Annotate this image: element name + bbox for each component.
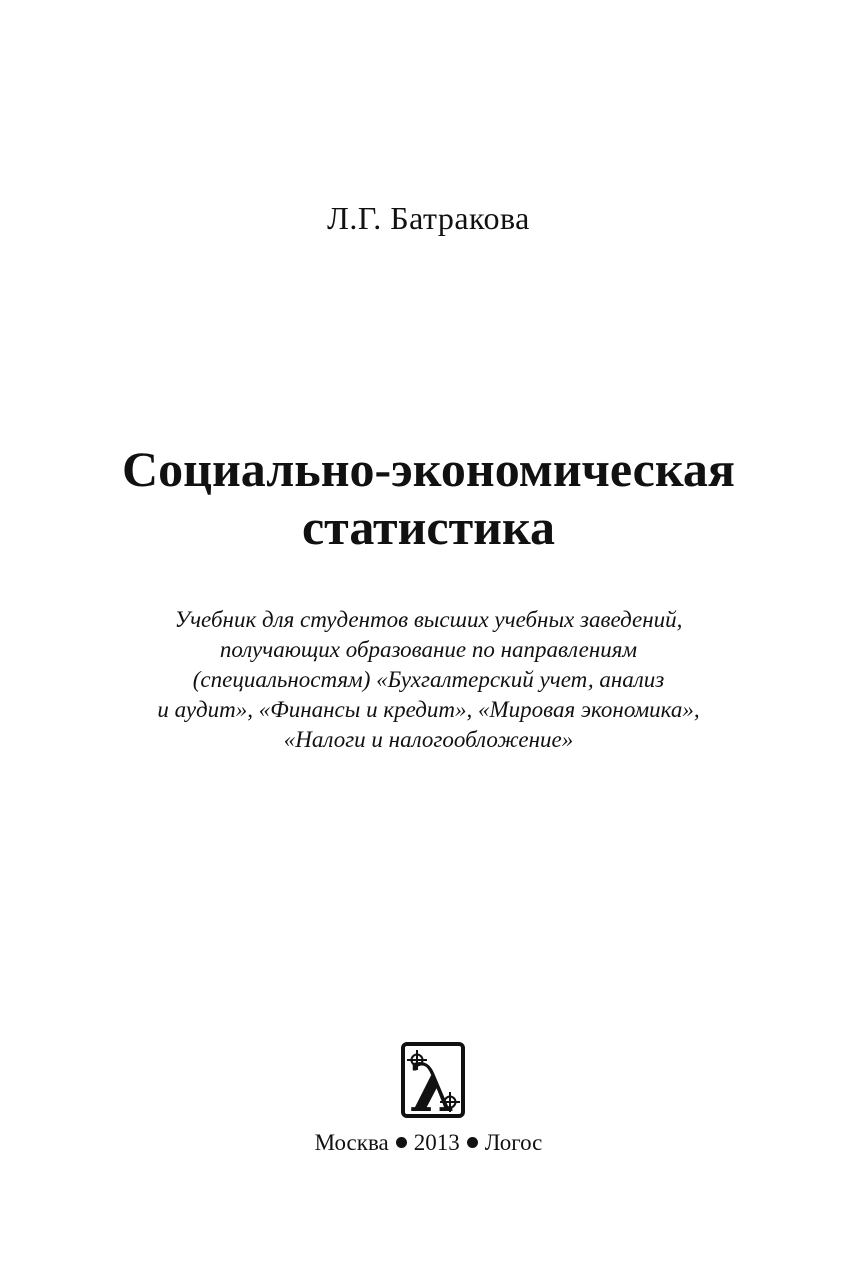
book-title-line-1: Социально-экономическая — [122, 441, 735, 497]
subtitle-line-1: Учебник для студентов высших учебных заведений, — [174, 607, 683, 632]
subtitle-line-5: «Налоги и налогообложение» — [283, 727, 574, 752]
bullet-separator-icon — [467, 1137, 478, 1148]
book-title — [0, 440, 857, 556]
imprint-line — [0, 1130, 857, 1156]
imprint-year: 2013 — [413, 1130, 460, 1155]
author-name: Л.Г. Батракова — [327, 200, 530, 236]
subtitle-line-3: (специальностям) «Бухгалтерский учет, анализ — [192, 667, 665, 692]
lambda-logo-icon — [401, 1042, 465, 1118]
subtitle-line-4: и аудит», «Финансы и кредит», «Мировая экономика», — [157, 697, 700, 722]
imprint-publisher: Логос — [484, 1130, 543, 1155]
book-title-line-2: статистика — [301, 499, 556, 555]
subtitle-line-2: получающих образование по направлениям — [219, 637, 638, 662]
book-subtitle — [0, 605, 857, 755]
logo-lambda-glyph: λ — [408, 1049, 456, 1118]
imprint-city: Москва — [314, 1130, 389, 1155]
bullet-separator-icon — [396, 1137, 407, 1148]
